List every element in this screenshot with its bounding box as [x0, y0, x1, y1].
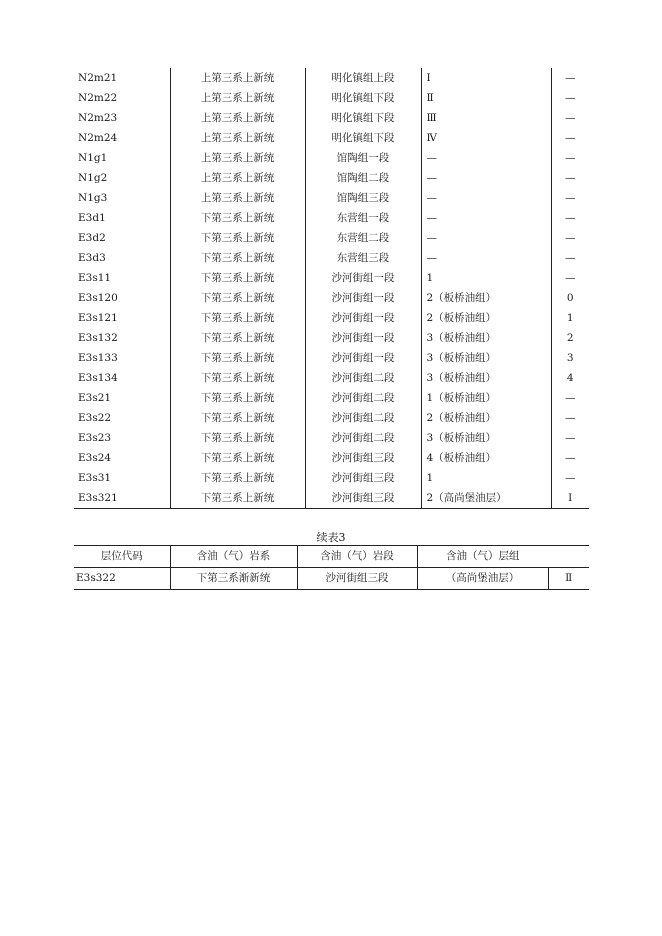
table-row — [74, 368, 589, 388]
cell-rock-series: 下第三系上新统 — [170, 288, 305, 308]
cell-rock-series: 下第三系上新统 — [170, 428, 305, 448]
cell-layer-code: E3s21 — [74, 388, 170, 408]
cell-layer-code: N2m23 — [74, 108, 170, 128]
cell-layer-code: N1g1 — [74, 148, 170, 168]
cell-layer-group: Ⅳ — [421, 128, 551, 148]
cell-layer-group: 1（板桥油组） — [421, 388, 551, 408]
cell-layer-code: E3s133 — [74, 348, 170, 368]
cell-sublayer: — — [565, 432, 576, 444]
cell-layer-group: — — [421, 148, 551, 168]
cell-rock-series: 上第三系上新统 — [170, 108, 305, 128]
table-row — [74, 148, 589, 168]
table-row — [74, 248, 589, 268]
cell-rock-series: 下第三系渐新统 — [170, 568, 297, 590]
cell-layer-group: 3（板桥油组） — [421, 368, 551, 388]
cell-layer-code: E3s22 — [74, 408, 170, 428]
cell-rock-series: 下第三系上新统 — [170, 328, 305, 348]
cell-sublayer: — — [565, 72, 576, 84]
cell-sublayer: — — [565, 472, 576, 484]
cell-layer-code: N2m22 — [74, 88, 170, 108]
cell-layer-group: — — [421, 248, 551, 268]
cell-layer-code: N1g3 — [74, 188, 170, 208]
cell-rock-section: 沙河街组一段 — [305, 268, 421, 288]
cell-layer-code: E3d1 — [74, 208, 170, 228]
cell-rock-section: 明化镇组下段 — [305, 108, 421, 128]
cell-rock-section: 沙河街组三段 — [305, 488, 421, 509]
table-row — [74, 428, 589, 448]
cell-layer-group: — — [421, 188, 551, 208]
cell-sublayer: — — [565, 212, 576, 224]
cell-rock-section: 沙河街组一段 — [305, 328, 421, 348]
cell-sublayer: 3 — [566, 352, 574, 364]
cell-sublayer: — — [565, 192, 576, 204]
table-row — [74, 228, 589, 248]
cell-rock-series: 上第三系上新统 — [170, 88, 305, 108]
cell-layer-group: 2（高尚堡油层） — [421, 488, 551, 509]
cell-layer-code: E3d2 — [74, 228, 170, 248]
cell-sublayer: 4 — [566, 372, 574, 384]
cell-layer-group: 3（板桥油组） — [421, 428, 551, 448]
cell-layer-code: E3s31 — [74, 468, 170, 488]
cell-layer-code: E3s322 — [74, 568, 170, 590]
cell-layer-group: — — [421, 208, 551, 228]
cell-rock-section: 馆陶组三段 — [305, 188, 421, 208]
cell-rock-section: 沙河街组三段 — [305, 448, 421, 468]
cell-rock-section: 明化镇组下段 — [305, 88, 421, 108]
cell-sublayer: — — [565, 232, 576, 244]
cell-rock-section: 东营组一段 — [305, 208, 421, 228]
cell-rock-series: 下第三系上新统 — [170, 308, 305, 328]
cell-layer-group: 1 — [421, 468, 551, 488]
cell-sublayer: — — [565, 412, 576, 424]
cell-layer-group: Ⅰ — [421, 68, 551, 88]
cell-sublayer: 2 — [566, 332, 574, 344]
cell-layer-code: E3s321 — [74, 488, 170, 509]
cell-layer-code: E3s24 — [74, 448, 170, 468]
table-row — [74, 88, 589, 108]
cell-rock-section: 沙河街组二段 — [305, 368, 421, 388]
cell-rock-series: 下第三系上新统 — [170, 248, 305, 268]
cell-sublayer: — — [565, 272, 576, 284]
cell-rock-series: 上第三系上新统 — [170, 188, 305, 208]
cell-layer-code: E3d3 — [74, 248, 170, 268]
cell-rock-series: 下第三系上新统 — [170, 408, 305, 428]
cell-rock-series: 上第三系上新统 — [170, 148, 305, 168]
cell-layer-code: E3s23 — [74, 428, 170, 448]
table-row — [74, 188, 589, 208]
cell-layer-group: 3（板桥油组） — [421, 348, 551, 368]
main-table-body — [74, 68, 589, 509]
header-extra — [548, 546, 589, 568]
cell-sublayer: Ⅱ — [565, 572, 573, 584]
cell-layer-group: （高尚堡油层） — [417, 568, 548, 590]
cell-rock-section: 沙河街组三段 — [305, 468, 421, 488]
cell-rock-section: 馆陶组一段 — [305, 148, 421, 168]
cell-rock-series: 下第三系上新统 — [170, 388, 305, 408]
cell-rock-section: 东营组三段 — [305, 248, 421, 268]
cell-rock-section: 沙河街组一段 — [305, 348, 421, 368]
continuation-header-row — [74, 546, 589, 568]
continuation-table — [74, 545, 589, 590]
cell-layer-group: 2（板桥油组） — [421, 308, 551, 328]
cell-sublayer: — — [565, 92, 576, 104]
cell-rock-section: 沙河街组一段 — [305, 308, 421, 328]
cell-rock-series: 下第三系上新统 — [170, 348, 305, 368]
cell-rock-section: 明化镇组上段 — [305, 68, 421, 88]
cell-rock-series: 下第三系上新统 — [170, 368, 305, 388]
cell-rock-series: 下第三系上新统 — [170, 268, 305, 288]
cell-rock-series: 下第三系上新统 — [170, 448, 305, 468]
table-row — [74, 568, 589, 590]
cell-layer-code: N2m21 — [74, 68, 170, 88]
cell-sublayer: — — [565, 152, 576, 164]
header-rock-section: 含油（气）岩段 — [297, 546, 417, 568]
cell-layer-group: 2（板桥油组） — [421, 288, 551, 308]
table-row — [74, 328, 589, 348]
table-row — [74, 108, 589, 128]
cell-rock-series: 下第三系上新统 — [170, 208, 305, 228]
cell-layer-group: — — [421, 168, 551, 188]
table-row — [74, 168, 589, 188]
table-row — [74, 408, 589, 428]
header-layer-code: 层位代码 — [74, 546, 170, 568]
cell-sublayer: — — [565, 392, 576, 404]
cell-rock-section: 馆陶组二段 — [305, 168, 421, 188]
table-row — [74, 288, 589, 308]
cell-rock-section: 明化镇组下段 — [305, 128, 421, 148]
cell-layer-code: E3s11 — [74, 268, 170, 288]
table-row — [74, 448, 589, 468]
cell-rock-section: 东营组二段 — [305, 228, 421, 248]
cell-rock-series: 上第三系上新统 — [170, 128, 305, 148]
cell-rock-section: 沙河街组二段 — [305, 408, 421, 428]
table-row — [74, 268, 589, 288]
cell-layer-group: — — [421, 228, 551, 248]
table-row — [74, 308, 589, 328]
cell-layer-group: Ⅲ — [421, 108, 551, 128]
cell-layer-code: N1g2 — [74, 168, 170, 188]
cell-layer-code: N2m24 — [74, 128, 170, 148]
cell-rock-section: 沙河街组二段 — [305, 428, 421, 448]
table-row — [74, 348, 589, 368]
cell-rock-section: 沙河街组一段 — [305, 288, 421, 308]
cell-rock-series: 下第三系上新统 — [170, 468, 305, 488]
cell-sublayer: — — [565, 452, 576, 464]
cell-sublayer: — — [565, 172, 576, 184]
cell-sublayer: — — [565, 252, 576, 264]
cell-rock-section: 沙河街组三段 — [297, 568, 417, 590]
table-row — [74, 208, 589, 228]
cell-rock-series: 上第三系上新统 — [170, 68, 305, 88]
table-row — [74, 488, 589, 509]
cell-layer-code: E3s120 — [74, 288, 170, 308]
cell-layer-group: Ⅱ — [421, 88, 551, 108]
table-row — [74, 388, 589, 408]
cell-rock-section: 沙河街组二段 — [305, 388, 421, 408]
cell-rock-series: 上第三系上新统 — [170, 168, 305, 188]
table-row — [74, 468, 589, 488]
cell-sublayer: — — [565, 132, 576, 144]
cell-layer-group: 3（板桥油组） — [421, 328, 551, 348]
cell-layer-group: 1 — [421, 268, 551, 288]
cell-sublayer: 0 — [566, 292, 574, 304]
cell-layer-group: 4（板桥油组） — [421, 448, 551, 468]
header-rock-series: 含油（气）岩系 — [170, 546, 297, 568]
cell-layer-code: E3s134 — [74, 368, 170, 388]
cell-rock-series: 下第三系上新统 — [170, 488, 305, 509]
cell-layer-group: 2（板桥油组） — [421, 408, 551, 428]
cell-sublayer: 1 — [566, 312, 574, 324]
header-layer-group: 含油（气）层组 — [417, 546, 548, 568]
main-table — [74, 68, 589, 509]
cell-layer-code: E3s132 — [74, 328, 170, 348]
cell-sublayer: Ⅰ — [568, 492, 573, 504]
cell-sublayer: — — [565, 112, 576, 124]
table-caption: 续表3 — [316, 531, 346, 544]
cell-layer-code: E3s121 — [74, 308, 170, 328]
table-row — [74, 128, 589, 148]
table-row — [74, 68, 589, 88]
cell-rock-series: 下第三系上新统 — [170, 228, 305, 248]
